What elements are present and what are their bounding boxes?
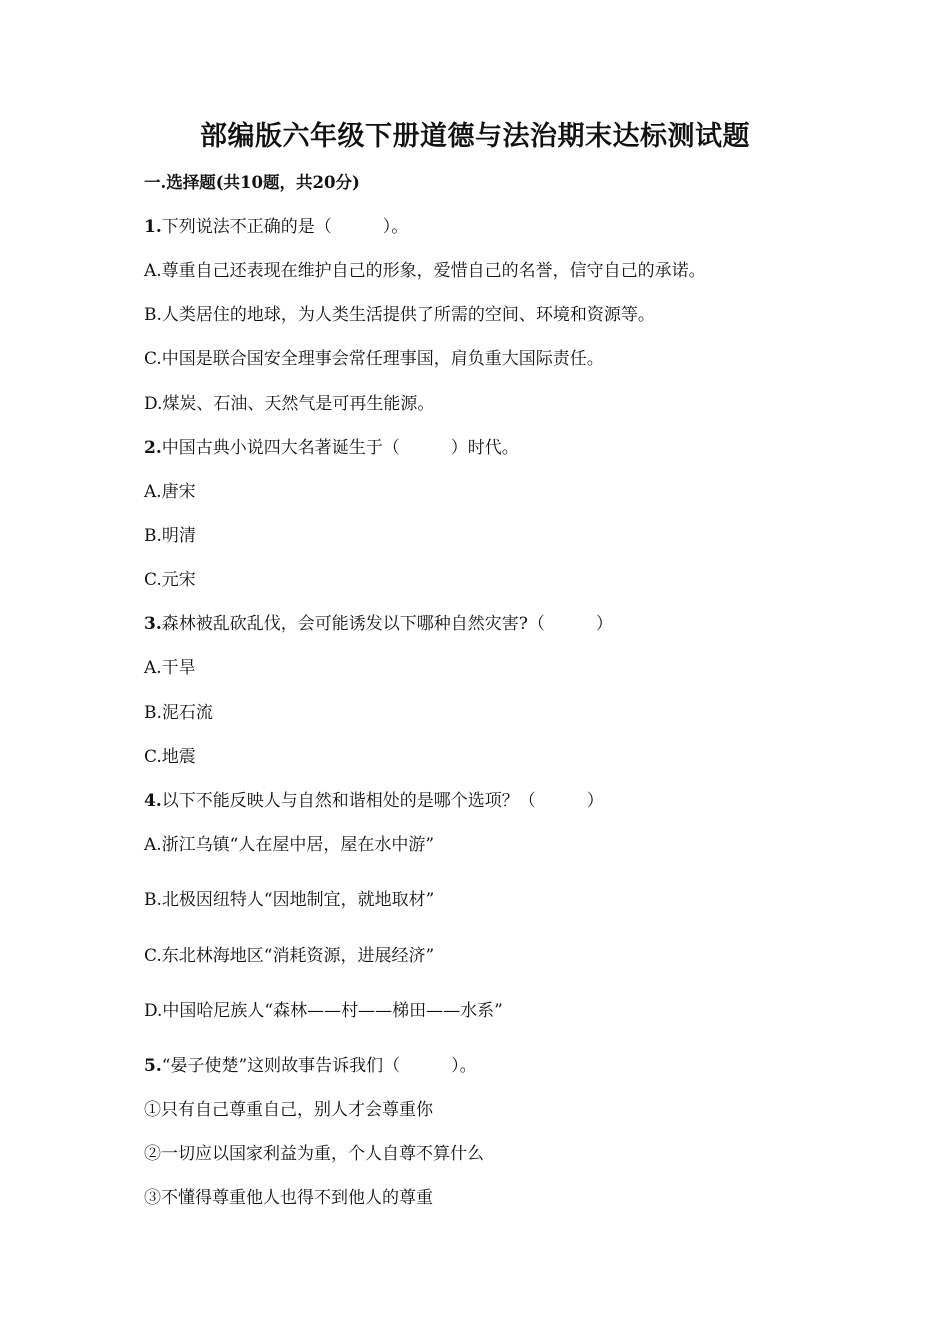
question-5-option-1: ①只有自己尊重自己，别人才会尊重你 bbox=[144, 1100, 433, 1120]
question-number: 5. bbox=[144, 1056, 162, 1076]
question-4-option-b: B.北极因纽特人“因地制宜，就地取材” bbox=[144, 890, 435, 910]
question-number: 1. bbox=[144, 217, 162, 237]
question-1 bbox=[144, 216, 408, 238]
question-2-option-a: A.唐宋 bbox=[144, 482, 196, 502]
question-stem: 中国古典小说四大名著诞生于（ ）时代。 bbox=[161, 438, 519, 458]
question-3-option-b: B.泥石流 bbox=[144, 703, 213, 723]
question-stem: “晏子使楚”这则故事告诉我们（ ）。 bbox=[161, 1056, 477, 1076]
question-1-option-c: C.中国是联合国安全理事会常任理事国，肩负重大国际责任。 bbox=[144, 349, 604, 369]
question-number: 3. bbox=[144, 614, 162, 634]
question-3-option-a: A.干旱 bbox=[144, 658, 196, 678]
question-4 bbox=[144, 790, 604, 812]
question-stem: 以下不能反映人与自然和谐相处的是哪个选项？（ ） bbox=[161, 791, 604, 811]
question-5-option-2: ②一切应以国家利益为重，个人自尊不算什么 bbox=[144, 1144, 484, 1164]
question-4-option-a: A.浙江乌镇“人在屋中居，屋在水中游” bbox=[144, 835, 435, 855]
question-4-option-c: C.东北林海地区“消耗资源，进展经济” bbox=[144, 946, 435, 966]
question-1-option-b: B.人类居住的地球，为人类生活提供了所需的空间、环境和资源等。 bbox=[144, 305, 655, 325]
question-2-option-b: B.明清 bbox=[144, 526, 196, 546]
question-1-option-d: D.煤炭、石油、天然气是可再生能源。 bbox=[144, 394, 435, 414]
question-stem: 森林被乱砍乱伐，会可能诱发以下哪种自然灾害?（ ） bbox=[161, 614, 613, 634]
question-4-option-d: D.中国哈尼族人“森林——村——梯田——水系” bbox=[144, 1001, 503, 1021]
question-3 bbox=[144, 613, 613, 635]
question-3-option-c: C.地震 bbox=[144, 747, 196, 767]
question-number: 2. bbox=[144, 438, 162, 458]
question-1-option-a: A.尊重自己还表现在维护自己的形象，爱惜自己的名誉，信守自己的承诺。 bbox=[144, 261, 706, 281]
question-5 bbox=[144, 1055, 477, 1077]
question-2-option-c: C.元宋 bbox=[144, 570, 196, 590]
question-number: 4. bbox=[144, 791, 162, 811]
question-stem: 下列说法不正确的是（ ）。 bbox=[161, 217, 409, 237]
question-5-option-3: ③不懂得尊重他人也得不到他人的尊重 bbox=[144, 1188, 433, 1208]
question-2 bbox=[144, 437, 519, 459]
exam-title: 部编版六年级下册道德与法治期末达标测试题 bbox=[200, 121, 750, 152]
section-heading: 一.选择题(共10题，共20分) bbox=[144, 173, 360, 192]
